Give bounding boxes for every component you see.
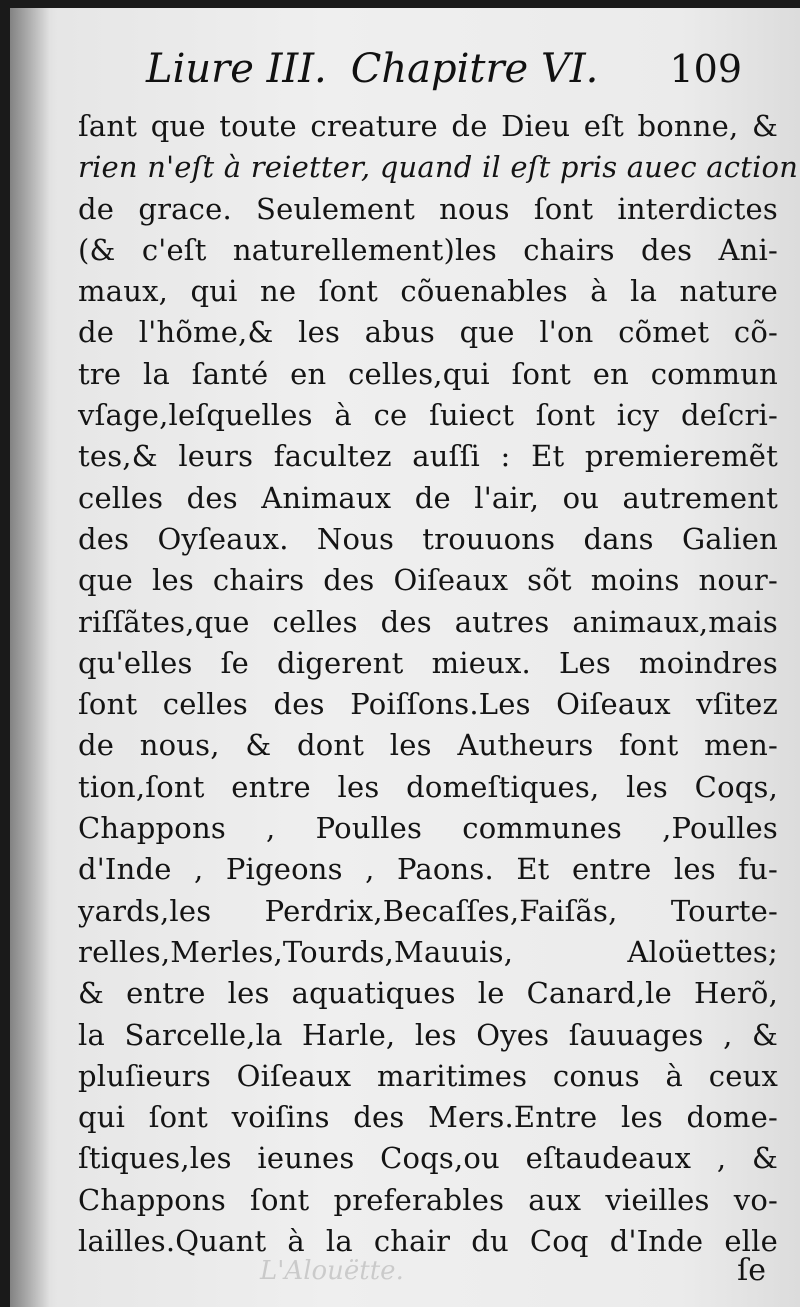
text-line: relles,Merles,Tourds,Mauuis, Aloüettes;: [78, 934, 778, 969]
binding-shadow: [10, 8, 50, 1307]
book-page: [10, 8, 800, 1307]
text-line: Chappons , Poulles communes ,Poulles: [78, 811, 778, 846]
text-line: tion,ſont entre les domeſtiques, les Coqs,: [78, 769, 778, 804]
text-line: celles des Animaux de l'air, ou autrement: [78, 480, 778, 515]
text-line: que les chairs des Oiſeaux sõt moins nour-: [78, 563, 778, 598]
text-line: des Oyſeaux. Nous trouuons dans Galien: [78, 521, 778, 556]
catchword: ſe: [737, 1253, 766, 1288]
body-text: [78, 106, 799, 1262]
book-number: Liure III.: [146, 46, 327, 92]
text-line: rien n'eſt à reietter, quand il eſt pris auec action: [78, 150, 799, 185]
chapter-title: Chapitre VI.: [350, 46, 599, 92]
text-line: maux, qui ne ſont cõuenables à la nature: [78, 274, 778, 309]
text-line: tes,& leurs facultez auſſi : Et premieremẽt: [78, 439, 778, 474]
text-line: vſage,leſquelles à ce ſuiect ſont icy deſcri-: [78, 398, 778, 433]
text-line: ſant que toute creature de Dieu eſt bonne, &: [78, 109, 778, 143]
text-line: d'Inde , Pigeons , Paons. Et entre les fu-: [78, 852, 778, 887]
text-line: ſont celles des Poiſſons.Les Oiſeaux vſitez: [78, 687, 778, 722]
text-line: de nous, & dont les Autheurs font men-: [78, 728, 778, 763]
text-line: riſſãtes,que celles des autres animaux,mais: [78, 604, 778, 639]
text-line: lailles.Quant à la chair du Coq d'Inde elle: [78, 1224, 778, 1259]
bleed-through-text: L'Alouëtte.: [260, 1256, 404, 1286]
text-line: qu'elles ſe digerent mieux. Les moindres: [78, 645, 778, 680]
text-line: ſtiques,les ieunes Coqs,ou eſtaudeaux , &: [78, 1141, 778, 1176]
text-line: pluſieurs Oiſeaux maritimes conus à ceux: [78, 1058, 778, 1093]
text-line: tre la ſanté en celles,qui ſont en commun: [78, 356, 778, 391]
text-line: la Sarcelle,la Harle, les Oyes ſauuages , &: [78, 1017, 778, 1052]
text-line: (& c'eſt naturellement)les chairs des Ani-: [78, 232, 778, 267]
running-header: [146, 46, 742, 106]
text-line: & entre les aquatiques le Canard,le Herõ,: [78, 976, 778, 1011]
text-line: Chappons ſont preferables aux vieilles vo-: [78, 1182, 778, 1217]
text-line: de l'hõme,& les abus que l'on cõmet cõ-: [78, 315, 778, 350]
page-number: 109: [669, 47, 742, 91]
text-line: de grace. Seulement nous ſont interdictes: [78, 191, 778, 226]
text-line: qui ſont voiſins des Mers.Entre les dome-: [78, 1100, 778, 1135]
text-line: yards,les Perdrix,Becaſſes,Faiſãs, Tourte-: [78, 893, 778, 928]
